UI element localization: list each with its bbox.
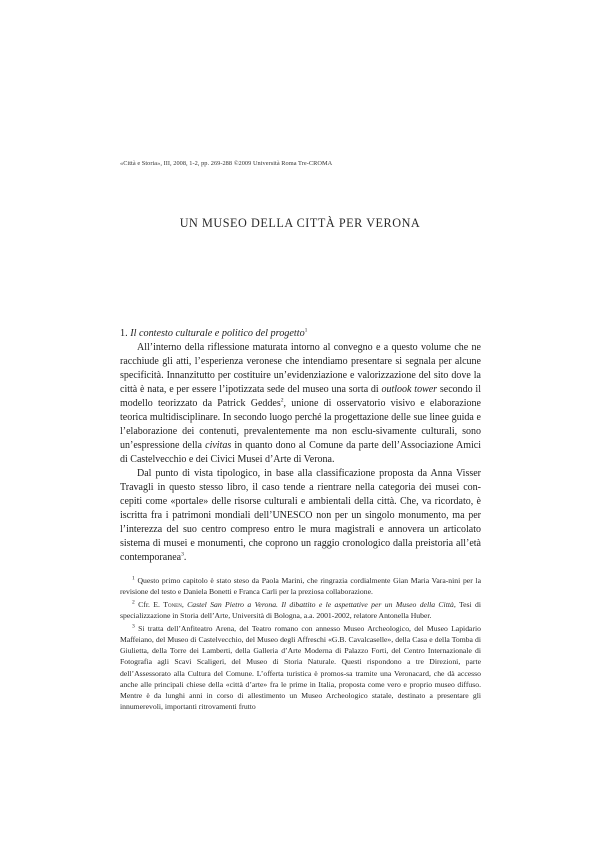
text-run: in quanto dono al Comune da parte dell’Associazione Amici di Castelvecchio e dei Civici Musei d’Arte di Verona. (120, 440, 481, 465)
author-name: Tonen (163, 599, 182, 609)
footnote-number: 2 (132, 599, 135, 606)
footnote-ref[interactable]: 3 (181, 551, 184, 558)
italic-term: outlook tower (381, 384, 438, 395)
text-run: Dal punto di vista tipologico, in base alla classificazione proposta da Anna Visser Travagli in questo stesso libro, il caso tende a rientrare nella categoria dei musei con-cepiti come «portale» delle risorse culturali e ambientali della città. Che, va ricordato, è iscritta fra i patrimoni mondiali dell’UNESCO non per un singolo monumento, ma per l’interezza del suo centro compreso entro le mura magistrali e annovera un articolato sistema di musei e monumenti, che coprono un raggio cronologico dalla preistoria all’età contemporanea (120, 468, 481, 563)
footnote-ref[interactable]: 1 (304, 327, 308, 334)
footnote-number: 1 (132, 575, 135, 582)
section-title: Il contesto culturale e politico del progetto (130, 328, 305, 339)
footnote-text: Questo primo capitolo è stato steso da Paola Marini, che ringrazia cordialmente Gian Maria Vara-nini per la revisione del testo e Daniela Bonetti e Franca Carli per la preziosa collaborazione. (120, 576, 481, 597)
footnote-3 (120, 623, 481, 713)
section-heading (120, 328, 480, 339)
footnote-ref[interactable]: 2 (280, 397, 284, 404)
footnote-text: Si tratta dell’Anfiteatro Arena, del Teatro romano con annesso Museo Archeologico, del Museo Lapidario Maffeiano, del Museo di Castelvecchio, del Museo degli Affreschi «G.B. Cavalcaselle», della Casa e della Tomba di Giulietta, della Torre dei Lamberti, della Galleria d’Arte Moderna di Palazzo Forti, del Centro Internazionale di Fotografia agli Scavi Scaligeri, del Museo di Storia Naturale. Questi rispondono a tre Direzioni, parte dell’Assessorato alla Cultura del Comune. L’offerta turistica è promos-sa tramite una Veronacard, che dà accesso anche alle principali chiese della «città d’arte» fra le prime in Italia, proposta come vero e proprio museo diffuso. Mentre è da lunghi anni in corso di allestimento un Museo Archeologico statale, destinato a presentare gli innumerevoli, importanti ritrovamenti frutto (120, 623, 481, 712)
body-text (120, 341, 481, 565)
footnote-text: , (181, 599, 188, 609)
footnote-text: , Tesi di specializzazione in Storia dell’Arte, Università di Bologna, a.a. 2001-2002, relatore Antonella Huber. (120, 599, 482, 621)
footnote-text: Cfr. E. (134, 599, 164, 609)
paragraph-1 (120, 341, 481, 467)
section-number: 1. (120, 328, 128, 339)
work-title: Castel San Pietro a Verona. Il dibattito e le aspettative per un Museo della Città (187, 599, 454, 609)
footnote-number: 3 (132, 623, 135, 630)
footnote-2 (120, 599, 481, 621)
footnote-1 (120, 575, 481, 597)
text-run: . (183, 552, 187, 563)
text-run: secondo il modello teorizzato da Patrick Geddes (120, 384, 481, 409)
italic-term: civitas (205, 440, 232, 451)
paragraph-2 (120, 467, 481, 565)
running-head: «Città e Storia», III, 2008, 1-2, pp. 269-288 ©2009 Università Roma Tre-CROMA (120, 160, 333, 167)
article-title: UN MUSEO DELLA CITTÀ PER VERONA (179, 216, 421, 230)
text-run: , unione di osservatorio visivo e elaborazione teorica multidisciplinare. In secondo luogo perché la progettazione delle sue linee guida e l’elaborazione dei contenuti, prevalentemente ma non esclu-sivamente culturali, sono un’espressione della (120, 398, 481, 451)
text-run: All’interno della riflessione maturata intorno al convegno e a questo volume che ne racchiude gli atti, l’esperienza veronese che intendiamo presentare si segnala per alcune specificità. Innanzitutto per costituire un’evidenziazione e valorizzazione del sito dove la città è nata, e per essere l’ipotizzata sede del museo una sorta di (120, 342, 481, 395)
footnotes (120, 575, 481, 714)
